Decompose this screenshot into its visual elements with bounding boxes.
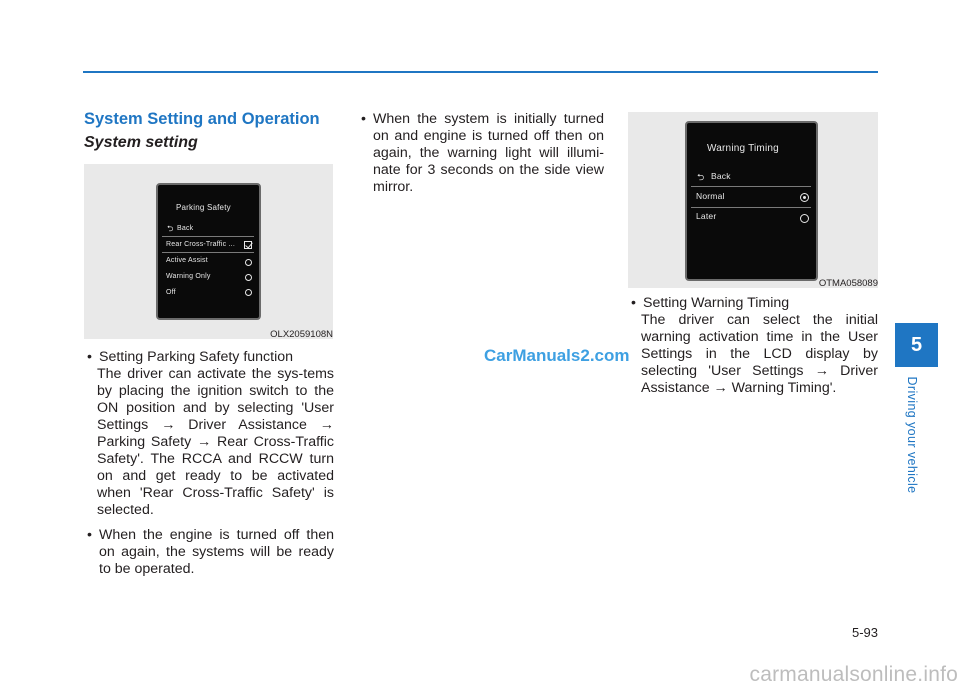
paragraph: The driver can activate the sys-tems by placing the ignition switch to the ON position and by selecting 'User Settings → Driver Assistance → Parking Safety → Rear Cross-Traffic Safety'. The RCCA and RCCW turn on and get ready to be activated when 'Rear Cross-Traffic Safety' is selected. — [97, 366, 334, 518]
screen-divider — [162, 252, 254, 253]
radio-selected-icon — [800, 193, 809, 202]
screen-item-normal: Normal — [696, 191, 725, 201]
back-arrow-icon: ⮌ — [697, 172, 705, 182]
radio-empty-icon — [245, 274, 252, 281]
chapter-label-text: Driving your vehicle — [905, 376, 919, 494]
screen-title: Parking Safety — [176, 203, 231, 212]
screen-divider — [691, 207, 811, 208]
radio-empty-icon — [245, 289, 252, 296]
figure-code: OTMA058089 — [818, 278, 878, 289]
top-rule — [83, 71, 878, 73]
warning-timing-screen — [685, 121, 818, 281]
column-2 — [358, 111, 604, 196]
radio-empty-icon — [800, 214, 809, 223]
footer-watermark: carmanualsonline.info — [749, 663, 958, 686]
radio-empty-icon — [245, 259, 252, 266]
column-1 — [84, 349, 334, 578]
subsection-title: System setting — [84, 134, 198, 151]
bullet-item: • When the engine is turned off then on again, the systems will be ready to be operated. — [84, 527, 334, 578]
watermark: CarManuals2.com — [484, 346, 630, 365]
screen-item-warning-only: Warning Only — [166, 273, 211, 280]
parking-safety-figure — [84, 164, 333, 339]
figure-code: OLX2059108N — [270, 329, 333, 340]
checkbox-checked-icon — [244, 241, 252, 249]
screen-item-active-assist: Active Assist — [166, 257, 208, 264]
screen-divider — [691, 186, 811, 187]
screen-back-label: Back — [177, 225, 194, 232]
bullet-heading: • Setting Warning Timing — [628, 295, 878, 312]
screen-back-label: Back — [711, 171, 731, 181]
warning-timing-figure — [628, 112, 878, 288]
back-arrow-icon: ⮌ — [167, 224, 174, 233]
chapter-label — [904, 370, 920, 500]
screen-title: Warning Timing — [707, 143, 779, 154]
bullet-item: • When the system is initially turned on and engine is turned off then on again, the warning light will illumi-nate for 3 seconds on the side view mirror. — [358, 111, 604, 196]
paragraph: The driver can select the initial warning activation time in the User Settings in the LCD display by selecting 'User Settings → Driver Assistance → Warning Timing'. — [641, 312, 878, 396]
screen-item-off: Off — [166, 289, 176, 296]
screen-item-later: Later — [696, 211, 717, 221]
screen-divider — [162, 236, 254, 237]
page-number: 5-93 — [851, 625, 878, 640]
chapter-tab: 5 — [895, 323, 938, 367]
screen-item-rear-cross-traffic: Rear Cross-Traffic ... — [166, 241, 235, 248]
parking-safety-screen — [156, 183, 261, 320]
column-3 — [628, 295, 878, 397]
section-title: System Setting and Operation — [84, 110, 320, 128]
bullet-heading: • Setting Parking Safety function — [84, 349, 334, 366]
